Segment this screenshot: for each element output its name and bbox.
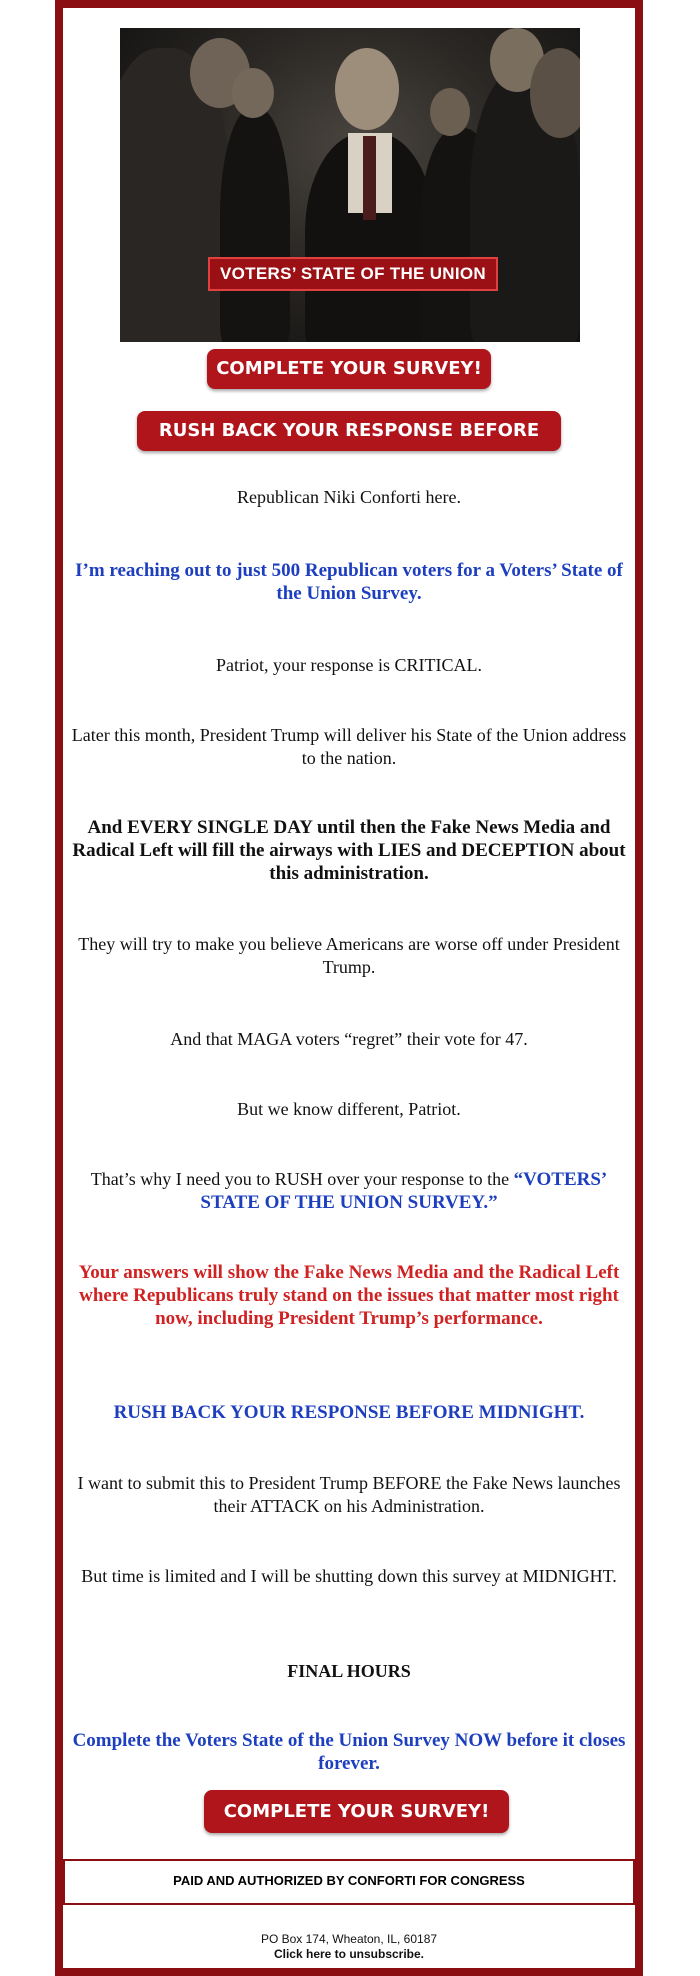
hero-banner: VOTERS’ STATE OF THE UNION [208, 257, 498, 291]
address-text: PO Box 174, Wheaton, IL, 60187 [260, 1932, 438, 1946]
survey-link[interactable]: “VOTERS’ STATE OF THE UNION SURVEY.” [200, 1169, 608, 1213]
crowd-figure-1 [220, 108, 290, 342]
complete-survey-button-top[interactable]: COMPLETE YOUR SURVEY! [207, 349, 491, 389]
know-different-text: But we know different, Patriot. [237, 1099, 461, 1119]
rush-back-button[interactable]: RUSH BACK YOUR RESPONSE BEFORE MIDNIGHT! [137, 411, 561, 451]
final-hours-heading: FINAL HOURS [287, 1661, 411, 1681]
complete-now-link[interactable]: Complete the Voters State of the Union Survey NOW before it closes forever. [72, 1730, 626, 1774]
fake-news-text: And EVERY SINGLE DAY until then the Fake News Media and Radical Left will fill the airways with LIES and DECEPTION about this administration. [72, 817, 626, 884]
paid-by-box [63, 1859, 635, 1905]
center-face [335, 48, 399, 130]
complete-survey-button-bottom[interactable]: COMPLETE YOUR SURVEY! [204, 1790, 509, 1833]
rush-response-text [71, 1168, 627, 1214]
unsubscribe-link[interactable]: Click here to unsubscribe. [273, 1947, 425, 1961]
regret-text: And that MAGA voters “regret” their vote for 47. [170, 1029, 528, 1049]
paid-by-text: PAID AND AUTHORIZED BY CONFORTI FOR CONGRESS [173, 1873, 525, 1888]
worse-off-text: They will try to make you believe Americans are worse off under President Trump. [78, 934, 620, 977]
email-frame [55, 0, 643, 1976]
rush-back-link[interactable]: RUSH BACK YOUR RESPONSE BEFORE MIDNIGHT. [113, 1402, 585, 1423]
intro-text: Republican Niki Conforti here. [237, 487, 461, 507]
state-of-union-text: Later this month, President Trump will deliver his State of the Union address to the nation. [71, 725, 627, 768]
reaching-out-text: I’m reaching out to just 500 Republican voters for a Voters’ State of the Union Survey. [75, 560, 623, 604]
center-tie [363, 136, 376, 220]
submit-text: I want to submit this to President Trump BEFORE the Fake News launches their ATTACK on his Administration. [77, 1473, 621, 1516]
crowd-face-2 [430, 88, 470, 136]
crowd-face-1 [232, 68, 274, 118]
time-limited-text: But time is limited and I will be shutting down this survey at MIDNIGHT. [81, 1566, 617, 1586]
hero-image[interactable] [120, 28, 580, 342]
rush-response-prefix: That’s why I need you to RUSH over your response to the [90, 1169, 514, 1189]
answers-text: Your answers will show the Fake News Media and the Radical Left where Republicans truly stand on the issues that matter most right now, including President Trump’s performance. [78, 1262, 620, 1329]
critical-text: Patriot, your response is CRITICAL. [216, 655, 482, 675]
